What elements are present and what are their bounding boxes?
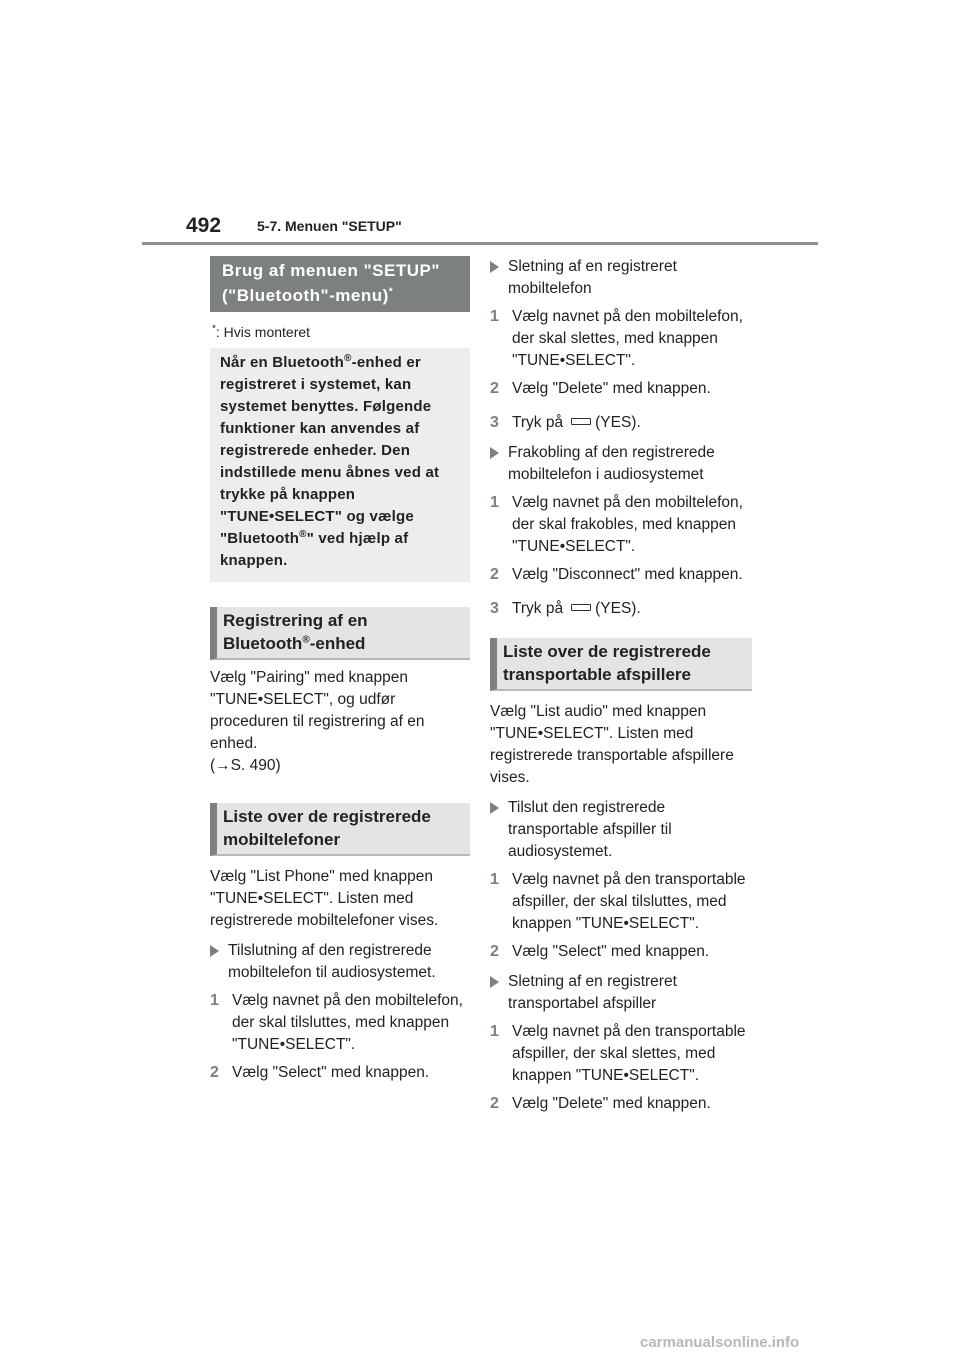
button-icon (571, 604, 591, 611)
step-item (490, 598, 752, 620)
step-number: 1 (490, 1023, 499, 1040)
section-title-audio: Liste over de registrerede transportable afspillere (490, 638, 752, 691)
step-number: 3 (490, 414, 499, 431)
step-number: 2 (210, 1064, 219, 1081)
step-number: 1 (210, 992, 219, 1009)
step-item (490, 306, 752, 372)
section-title-registration (210, 607, 470, 660)
main-title-mark: * (388, 286, 394, 298)
page-number: 492 (186, 214, 222, 237)
step-text: Vælg navnet på den mobiltelefon, der skal slettes, med knappen "TUNE•SELECT". (512, 308, 743, 369)
main-title-line2: ("Bluetooth"-menu) (222, 286, 389, 305)
step-item (490, 564, 752, 586)
triangle-bullet-icon (490, 447, 499, 459)
section1-paragraph (210, 667, 470, 777)
step-text: Vælg "Delete" med knappen. (512, 380, 711, 397)
intro-text-c: " ved hjælp af knappen. (220, 530, 409, 569)
footnote-mark: * (212, 323, 216, 335)
step-item (490, 1093, 752, 1115)
step-item (490, 1021, 752, 1087)
intro-sup: ® (344, 353, 352, 364)
page-reference-link[interactable]: (→S. 490) (210, 757, 281, 774)
intro-box (210, 348, 470, 582)
step-text: Tryk på (512, 600, 564, 617)
step-number: 2 (490, 566, 499, 583)
step-text: Vælg "Disconnect" med knappen. (512, 566, 743, 583)
step-item (490, 869, 752, 935)
step-item (490, 412, 752, 434)
step-text: Vælg "Delete" med knappen. (512, 1095, 711, 1112)
footnote-text: : Hvis monteret (215, 324, 311, 340)
section1-title-a: Registrering af en (223, 611, 368, 630)
bullet-item (490, 971, 752, 1015)
bullet-text: Sletning af en registreret mobiltelefon (508, 258, 677, 297)
footnote (212, 324, 470, 340)
section2-paragraph: Vælg "List Phone" med knappen "TUNE•SELECT". Listen med registrerede mobiltelefoner vises. (210, 868, 439, 929)
section1-title-c: -enhed (309, 634, 366, 653)
step-text-yes: (YES). (595, 600, 641, 617)
intro-sup2: ® (299, 529, 307, 540)
step-number: 1 (490, 308, 499, 325)
triangle-bullet-icon (490, 802, 499, 814)
main-title-line1: Brug af menuen "SETUP" (222, 261, 440, 280)
intro-text-a: Når en Bluetooth (220, 354, 345, 371)
step-text: Vælg navnet på den transportable afspiller, der skal tilsluttes, med knappen "TUNE•SELECT". (512, 871, 746, 932)
step-text: Vælg "Select" med knappen. (512, 943, 710, 960)
step-text: Tryk på (512, 414, 564, 431)
button-icon (571, 418, 591, 425)
step-text: Vælg navnet på den mobiltelefon, der skal frakobles, med knappen "TUNE•SELECT". (512, 494, 743, 555)
bullet-text: Tilslutning af den registrerede mobiltelefon til audiosystemet. (228, 942, 436, 981)
step-number: 2 (490, 943, 499, 960)
step-text-yes: (YES). (595, 414, 641, 431)
triangle-bullet-icon (490, 261, 499, 273)
page-header (0, 0, 960, 250)
triangle-bullet-icon (490, 976, 499, 988)
bullet-text: Tilslut den registrerede transportable afspiller til audiosystemet. (508, 799, 672, 860)
triangle-bullet-icon (210, 945, 219, 957)
header-rule (142, 242, 818, 245)
step-number: 1 (490, 494, 499, 511)
section3-paragraph: Vælg "List audio" med knappen "TUNE•SELECT". Listen med registrerede transportable afspillere vises. (490, 703, 734, 786)
step-number: 2 (490, 1095, 499, 1112)
section1-title-b: Bluetooth (223, 634, 303, 653)
section1-title-sup: ® (302, 634, 310, 646)
step-number: 3 (490, 600, 499, 617)
bullet-item (490, 256, 752, 300)
chapter-title: 5-7. Menuen "SETUP" (257, 218, 402, 234)
step-item (210, 990, 470, 1056)
step-item (490, 492, 752, 558)
section-title-phones: Liste over de registrerede mobiltelefoner (210, 803, 470, 856)
step-number: 2 (490, 380, 499, 397)
step-text: Vælg "Select" med knappen. (232, 1064, 430, 1081)
main-section-title (210, 256, 470, 312)
left-column (210, 256, 470, 1084)
bullet-item (210, 940, 470, 984)
intro-text-b: -enhed er registreret i systemet, kan systemet benyttes. Følgende funktioner kan anvendes af registrerede enheder. Den indstillede menu åbnes ved at trykke på knappen "TUNE•SELECT" og vælge "Bluetooth (220, 354, 440, 547)
step-item (490, 941, 752, 963)
bullet-text: Sletning af en registreret transportabel afspiller (508, 973, 677, 1012)
watermark-text: carmanualsonline.info (640, 1334, 800, 1351)
bullet-item (490, 797, 752, 863)
step-number: 1 (490, 871, 499, 888)
step-text: Vælg navnet på den transportable afspiller, der skal slettes, med knappen "TUNE•SELECT". (512, 1023, 746, 1084)
step-item (490, 378, 752, 400)
section1-text: Vælg "Pairing" med knappen "TUNE•SELECT", og udfør proceduren til registrering af en enhed. (210, 669, 425, 752)
right-column (490, 256, 752, 1115)
bullet-text: Frakobling af den registrerede mobiltelefon i audiosystemet (508, 444, 715, 483)
step-text: Vælg navnet på den mobiltelefon, der skal tilsluttes, med knappen "TUNE•SELECT". (232, 992, 463, 1053)
step-item (210, 1062, 470, 1084)
bullet-item (490, 442, 752, 486)
